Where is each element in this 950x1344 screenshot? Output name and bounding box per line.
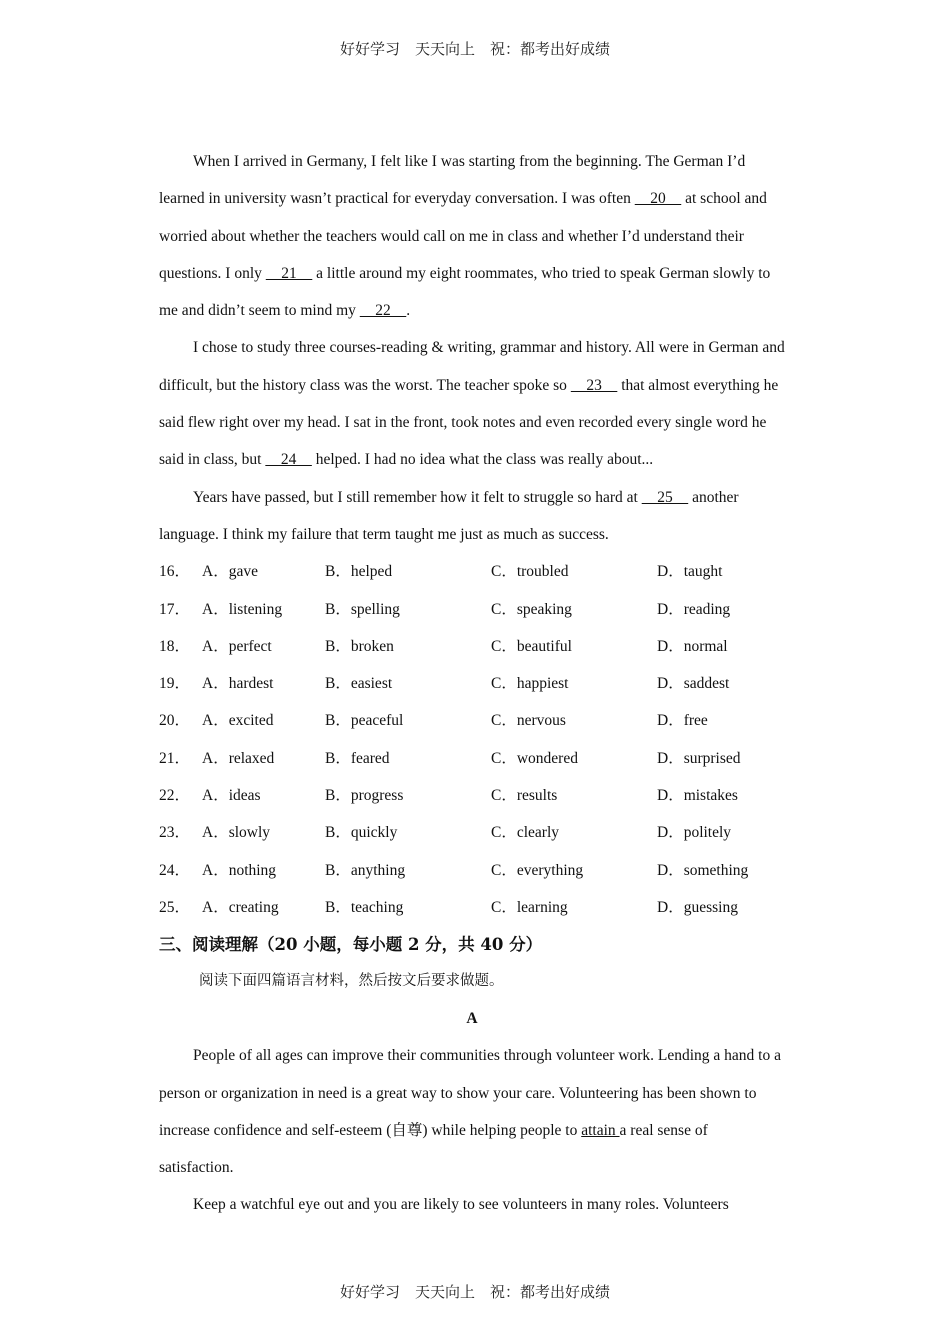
question-row [159, 814, 785, 851]
blank-20: 20 [634, 190, 682, 208]
option-b: B．teaching [325, 898, 404, 916]
option-c: C．wondered [491, 749, 578, 767]
option-a: A．perfect [202, 637, 272, 655]
blank-24: 24 [265, 451, 312, 469]
paragraph-text: I chose to study three courses-reading & writing, grammar and history. All were in German and difficult, but the history class was the worst. The teacher spoke so [159, 339, 785, 394]
option-a: A．nothing [202, 861, 277, 879]
option-b: B．peaceful [325, 712, 404, 730]
option-a: A．relaxed [202, 749, 275, 767]
question-number: 19． [159, 675, 191, 693]
question-row [159, 628, 785, 665]
passage-paragraph-3 [159, 479, 785, 554]
paragraph-text: People of all ages can improve their communities through volunteer work. Lending a hand to a person or organization in need is a great way to show your care. Volunteering has been shown to increase confidence and self-esteem (自尊) while helping people to [159, 1047, 781, 1139]
blank-23: 23 [570, 376, 618, 394]
option-c: C．troubled [491, 563, 569, 581]
paragraph-text: another language. I think my failure that term taught me just as much as success. [159, 488, 739, 543]
option-c: C．speaking [491, 600, 572, 618]
option-b: B．feared [325, 749, 390, 767]
paragraph-text: helped. I had no idea what the class was really about... [311, 451, 654, 469]
question-number: 25． [159, 898, 191, 916]
option-d: D．free [657, 712, 708, 730]
option-a: A．creating [202, 898, 279, 916]
blank-22: 22 [359, 302, 407, 320]
question-row [159, 702, 785, 739]
option-c: C．happiest [491, 675, 569, 693]
section-title: 三、阅读理解（20 小题，每小题 2 分，共 40 分） [159, 935, 543, 955]
question-number: 22． [159, 787, 191, 805]
option-d: D．politely [657, 824, 732, 842]
option-a: A．excited [202, 712, 274, 730]
option-b: B．progress [325, 787, 404, 805]
option-b: B．helped [325, 563, 393, 581]
question-row [159, 889, 785, 926]
question-row [159, 665, 785, 702]
paragraph-text: a little around my eight roommates, who tried to speak German slowly to me and didn’t seem to mind my [159, 264, 771, 320]
reading-paragraph-2: Keep a watchful eye out and you are likely to see volunteers in many roles. Volunteers [193, 1196, 729, 1214]
blank-21: 21 [265, 264, 313, 282]
option-b: B．easiest [325, 675, 393, 693]
option-b: B．anything [325, 861, 406, 879]
passage-paragraph-1 [159, 143, 785, 329]
question-number: 18． [159, 637, 191, 655]
option-d: D．guessing [657, 898, 738, 916]
option-d: D．surprised [657, 749, 741, 767]
option-a: A．slowly [202, 824, 271, 842]
paragraph-text: a real sense of satisfaction. [159, 1121, 708, 1177]
question-number: 24． [159, 861, 191, 879]
option-d: D．saddest [657, 675, 730, 693]
option-a: A．gave [202, 563, 258, 581]
page-header: 好好学习 天天向上 祝：都考出好成绩 [339, 40, 610, 58]
question-number: 17． [159, 600, 191, 618]
option-a: A．listening [202, 600, 283, 618]
option-b: B．spelling [325, 600, 400, 618]
option-d: D．normal [657, 637, 728, 655]
option-d: D．something [657, 861, 749, 879]
part-label: A [466, 1010, 478, 1028]
passage-paragraph-2 [159, 329, 785, 478]
question-number: 20． [159, 712, 191, 730]
option-c: C．nervous [491, 712, 566, 730]
paragraph-text: that almost everything he said flew right over my head. I sat in the front, took notes and even recorded every single word he said in class, but [159, 376, 779, 469]
paragraph-text: . [406, 302, 411, 320]
question-list [159, 553, 785, 926]
question-row [159, 777, 785, 814]
page-footer: 好好学习 天天向上 祝：都考出好成绩 [339, 1283, 610, 1301]
paragraph-text: When I arrived in Germany, I felt like I was starting from the beginning. The German I’d learned in university wasn’t practical for everyday conversation. I was often [159, 153, 746, 208]
question-row [159, 591, 785, 628]
option-c: C．results [491, 787, 558, 805]
blank-25: 25 [641, 488, 689, 506]
option-d: D．reading [657, 600, 731, 618]
option-a: A．hardest [202, 675, 274, 693]
option-c: C．clearly [491, 824, 560, 842]
paragraph-text: Years have passed, but I still remember how it felt to struggle so hard at [193, 488, 642, 506]
option-a: A．ideas [202, 787, 261, 805]
option-d: D．taught [657, 563, 723, 581]
question-number: 16． [159, 563, 191, 581]
underlined-word: attain [581, 1121, 620, 1139]
document-body [159, 143, 785, 1224]
option-c: C．beautiful [491, 637, 572, 655]
question-row [159, 852, 785, 889]
option-b: B．broken [325, 637, 394, 655]
option-c: C．learning [491, 898, 568, 916]
question-number: 21． [159, 749, 191, 767]
paragraph-text: at school and worried about whether the teachers would call on me in class and whether I’d understand their questions. I only [159, 190, 767, 282]
question-row [159, 740, 785, 777]
option-d: D．mistakes [657, 787, 738, 805]
question-row [159, 553, 785, 590]
section-instruction: 阅读下面四篇语言材料，然后按文后要求做题。 [199, 973, 504, 990]
question-number: 23． [159, 824, 191, 842]
option-b: B．quickly [325, 824, 398, 842]
option-c: C．everything [491, 861, 584, 879]
reading-paragraph-1 [159, 1037, 785, 1186]
